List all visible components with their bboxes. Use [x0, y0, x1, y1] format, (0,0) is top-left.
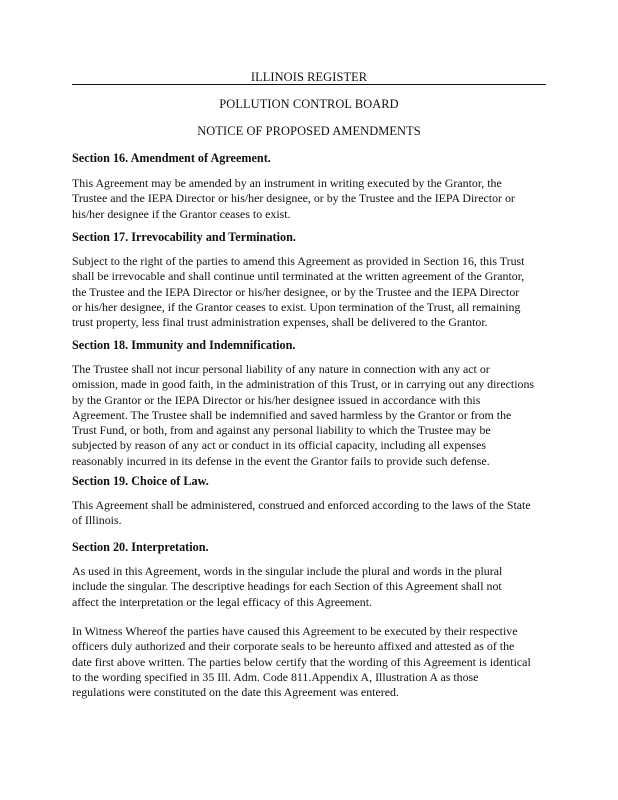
text-line: As used in this Agreement, words in the singular include the plural and words in the plural: [72, 564, 503, 578]
text-line: of Illinois.: [72, 513, 122, 528]
text-line: include the singular. The descriptive headings for each Section of this Agreement shall not: [72, 579, 502, 594]
register-title: ILLINOIS REGISTER: [250, 70, 368, 84]
section-17-text: [72, 254, 550, 330]
section-18-text: [72, 362, 550, 469]
text-line: his/her designee if the Grantor ceases to exist.: [72, 206, 291, 221]
text-line: date first above written. The parties below certify that the wording of this Agreement is identical: [72, 654, 531, 669]
text-line: subjected by reason of any act or conduct in its official capacity, including all expenses: [72, 438, 487, 453]
text-line: or his/her designee, if the Grantor ceases to exist. Upon termination of the Trust, all remaining: [72, 299, 521, 314]
board-title: POLLUTION CONTROL BOARD: [219, 97, 399, 111]
section-17-heading: Section 17. Irrevocability and Termination.: [72, 230, 296, 244]
header-rule-short: [72, 84, 108, 85]
section-16-text: [72, 176, 550, 222]
section-18-heading: Section 18. Immunity and Indemnification.: [72, 338, 296, 352]
text-line: The Trustee shall not incur personal liability of any nature in connection with any act or: [72, 362, 490, 376]
text-line: by the Grantor or the IEPA Director or his/her designee issued in accordance with this: [72, 392, 481, 407]
text-line: officers duly authorized and their corporate seals to be hereunto affixed and attested as of the: [72, 639, 515, 654]
witness-text: [72, 624, 550, 700]
text-line: This Agreement shall be administered, construed and enforced according to the laws of the State: [72, 498, 531, 512]
notice-title: NOTICE OF PROPOSED AMENDMENTS: [197, 124, 421, 138]
section-16-heading: Section 16. Amendment of Agreement.: [72, 151, 271, 165]
text-line: Agreement. The Trustee shall be indemnified and saved harmless by the Grantor or from the: [72, 407, 512, 422]
text-line: In Witness Whereof the parties have caused this Agreement to be executed by their respective: [72, 624, 518, 638]
text-line: reasonably incurred in its defense in the event the Grantor fails to provide such defense.: [72, 453, 490, 468]
text-line: This Agreement may be amended by an instrument in writing executed by the Grantor, the: [72, 176, 502, 190]
section-19-heading: Section 19. Choice of Law.: [72, 474, 209, 488]
text-line: affect the interpretation or the legal efficacy of this Agreement.: [72, 594, 372, 609]
section-19-text: [72, 498, 550, 529]
text-line: trust property, less final trust administration expenses, shall be delivered to the Grantor.: [72, 315, 488, 330]
text-line: Trust Fund, or both, from and against any personal liability to which the Trustee may be: [72, 423, 491, 438]
text-line: shall be irrevocable and shall continue until terminated at the written agreement of the Grantor,: [72, 269, 525, 284]
header-rule: [108, 84, 546, 85]
text-line: regulations were constituted on the date this Agreement was entered.: [72, 685, 399, 700]
text-line: Subject to the right of the parties to amend this Agreement as provided in Section 16, this Trust: [72, 254, 525, 268]
text-line: omission, made in good faith, in the administration of this Trust, or in carrying out any directions: [72, 377, 535, 392]
text-line: the Trustee and the IEPA Director or his/her designee, or by the Trustee and the IEPA Director: [72, 284, 520, 299]
text-line: to the wording specified in 35 Ill. Adm. Code 811.Appendix A, Illustration A as those: [72, 669, 479, 684]
section-20-text: [72, 564, 550, 610]
section-20-heading: Section 20. Interpretation.: [72, 540, 209, 554]
text-line: Trustee and the IEPA Director or his/her designee, or by the Trustee and the IEPA Director or: [72, 191, 515, 206]
